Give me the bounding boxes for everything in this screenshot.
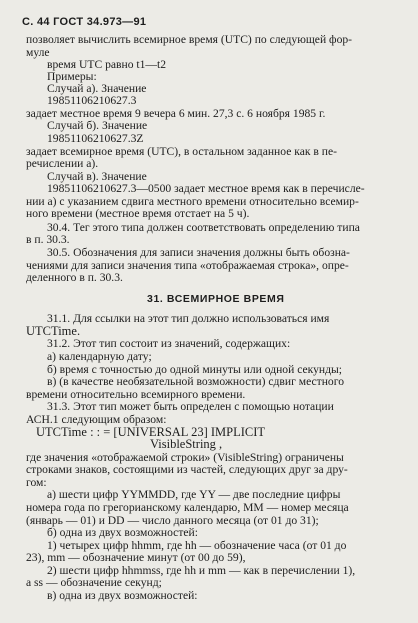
text-line: 31.1. Для ссылки на этот тип должно использоваться имя [47,312,330,326]
text-line: б) одна из двух возможностей: [47,526,198,540]
text-line: 19851106210627.3Z [47,132,144,145]
text-line: а ss — обозначение секунд; [26,576,162,590]
text-line: 2) шести цифр hhmmss, где hh и mm — как в перечислении 1), [47,563,356,577]
text-line: 31.3. Этот тип может быть определен с помощью нотации [47,400,334,414]
text-line: Примеры: [47,69,97,83]
text-line: где значения «отображаемой строки» (VisibleString) ограничены [26,450,344,464]
text-line: 23), mm — обозначение минут (от 00 до 59), [26,551,246,565]
text-line: речислении а). [26,157,99,171]
text-line: а) шести цифр YYMMDD, где YY — две последние цифры [47,488,341,502]
text-line: 30.4. Тег этого типа должен соответствовать определению типа [47,220,360,234]
page-header: С. 44 ГОСТ 34.973—91 [22,16,147,28]
text-line: 31.2. Этот тип состоит из значений, содержащих: [47,337,291,351]
text-line: в п. 30.3. [26,233,70,247]
text-line: чениями для записи значения типа «отображаемая строка», опре- [26,258,349,272]
text-line: UTCTime : : = [UNIVERSAL 23] IMPLICIT [36,424,266,439]
text-line: Случай б). Значение [47,119,148,133]
text-line: строками знаков, состоящими из частей, следующих друг за дру- [26,463,348,477]
text-line: VisibleString , [150,437,223,451]
text-line: в) одна из двух возможностей: [47,589,198,602]
text-line: UTCTime. [26,323,81,338]
text-line: а) календарную дату; [47,350,152,363]
text-line: нии а) с указанием сдвига местного времени относительно всемир- [26,194,359,208]
section-title: 31. ВСЕМИРНОЕ ВРЕМЯ [147,293,285,305]
text-line: задает местное время 9 вечера 6 мин. 27,3 с. 6 ноября 1985 г. [26,106,326,120]
text-line: в) (в качестве необязательной возможности) сдвиг местного [47,375,344,389]
text-line: гом: [26,475,47,489]
text-line: Случай а). Значение [47,81,147,95]
text-line: 30.5. Обозначения для записи значения должны быть обозна- [47,246,350,259]
text-line: муле [26,45,50,59]
text-line: время UTC равно t1—t2 [47,58,167,72]
text-line: АСН.1 следующим образом: [26,412,167,426]
text-line: номера года по грегорианскому календарю, ММ — номер месяца [26,500,349,514]
text-line: задает всемирное время (UTC), в остальном заданное как в пе- [26,144,337,158]
text-line: (январь — 01) и DD — число данного месяца (от 01 до 31); [26,513,319,527]
text-line: 1) четырех цифр hhmm, где hh — обозначение часа (от 01 до [47,538,347,552]
text-line: ного времени (местное время отстает на 5 ч). [26,207,250,221]
text-line: деленного в п. 30.3. [26,271,123,285]
text-line: 19851106210627.3—0500 задает местное время как в перечисле- [47,182,365,196]
text-line: б) время с точностью до одной минуты или одной секунды; [47,362,343,376]
text-line: 19851106210627.3 [47,94,137,108]
text-line: позволяет вычислить всемирное время (UTC) по следующей фор- [26,33,353,46]
text-line: Случай в). Значение [47,169,147,183]
text-line: времени относительно всемирного времени. [26,387,246,401]
